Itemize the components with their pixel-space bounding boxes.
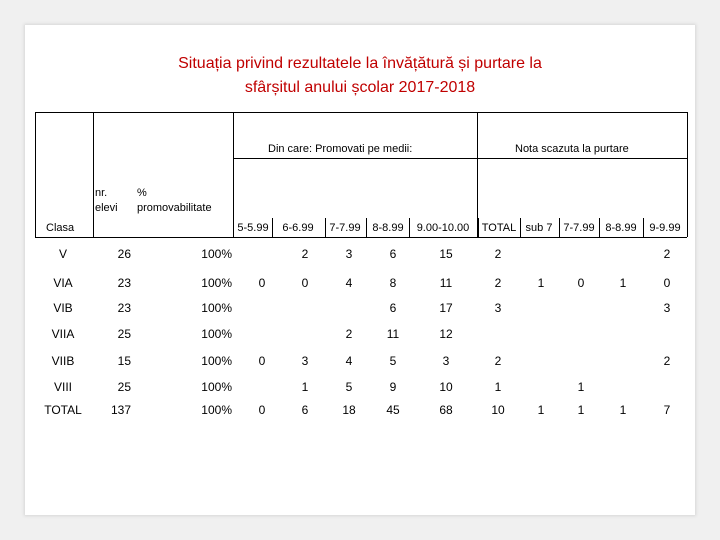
table-cell: 5 (345, 380, 353, 394)
row-promovabilitate: 100% (201, 380, 232, 394)
table-cell: 2 (494, 247, 502, 261)
table-cell: 3 (494, 301, 502, 315)
table-cell: 2 (345, 327, 353, 341)
table-cell: 3 (663, 301, 671, 315)
table-cell: 10 (491, 403, 505, 417)
table-cell: 0 (258, 276, 266, 290)
row-promovabilitate: 100% (201, 354, 232, 368)
table-cell: 1 (301, 380, 309, 394)
table-cell: 1 (577, 403, 585, 417)
table-cell: 0 (577, 276, 585, 290)
row-nr-elevi: 23 (117, 301, 131, 315)
table-cell: 2 (663, 354, 671, 368)
header-col-4: 8-8.99 (372, 222, 404, 234)
table-cell: 6 (389, 247, 397, 261)
header-bottom-border (35, 237, 687, 238)
row-promovabilitate: 100% (201, 327, 232, 341)
row-nr-elevi: 25 (117, 380, 131, 394)
row-nr-elevi: 23 (117, 276, 131, 290)
table-cell: 2 (494, 354, 502, 368)
row-clasa: VIIA (51, 327, 75, 341)
row-promovabilitate: 100% (201, 403, 232, 417)
table-cell: 4 (345, 276, 353, 290)
row-promovabilitate: 100% (201, 301, 232, 315)
table-cell: 15 (439, 247, 453, 261)
header-clasa: Clasa (46, 222, 75, 234)
header-promovabilitate-line1: % (137, 187, 147, 199)
header-col-7: sub 7 (525, 222, 553, 234)
table-cell: 1 (619, 276, 627, 290)
table-cell: 6 (301, 403, 309, 417)
table-cell: 2 (663, 247, 671, 261)
table-cell: 1 (537, 403, 545, 417)
table-cell: 3 (442, 354, 450, 368)
header-col-9: 8-8.99 (605, 222, 637, 234)
table-cell: 1 (619, 403, 627, 417)
table-cell: 11 (439, 276, 453, 290)
table-cell: 45 (386, 403, 400, 417)
table-cell: 9 (389, 380, 397, 394)
table-cell: 11 (386, 327, 400, 341)
table-cell: 17 (439, 301, 453, 315)
row-clasa: V (58, 247, 67, 261)
row-nr-elevi: 15 (117, 354, 131, 368)
border-right (687, 112, 688, 237)
header-col-2: 6-6.99 (282, 222, 314, 234)
row-clasa: VIIB (51, 354, 75, 368)
table-cell: 1 (494, 380, 502, 394)
table-cell: 12 (439, 327, 453, 341)
border-left-clasa (35, 112, 36, 237)
table-cell: 10 (439, 380, 453, 394)
subheader-border (233, 158, 687, 159)
table-cell: 18 (342, 403, 356, 417)
border-nr-elevi (93, 112, 94, 237)
header-promovabilitate-line2: promovabilitate (137, 202, 212, 214)
row-clasa: VIB (53, 301, 73, 315)
header-nr-elevi-line1: nr. (95, 187, 108, 199)
row-nr-elevi: 25 (117, 327, 131, 341)
table-cell: 0 (663, 276, 671, 290)
header-col-5: 9.00-10.00 (416, 222, 470, 234)
table-cell: 2 (301, 247, 309, 261)
header-col-3: 7-7.99 (329, 222, 361, 234)
row-promovabilitate: 100% (201, 276, 232, 290)
header-promovati-pe-medii: Din care: Promovati pe medii: (268, 143, 413, 155)
table-cell: 2 (494, 276, 502, 290)
table-cell: 1 (537, 276, 545, 290)
table-cell: 0 (301, 276, 309, 290)
table-cell: 68 (439, 403, 453, 417)
row-promovabilitate: 100% (201, 247, 232, 261)
table-cell: 5 (389, 354, 397, 368)
table-cell: 0 (258, 354, 266, 368)
row-nr-elevi: 26 (117, 247, 131, 261)
table-cell: 3 (345, 247, 353, 261)
border-promovabilitate (233, 112, 234, 237)
header-col-6: TOTAL (481, 222, 517, 234)
table-cell: 3 (301, 354, 309, 368)
table-cell: 1 (577, 380, 585, 394)
header-nr-elevi-line2: elevi (95, 202, 118, 214)
row-clasa: TOTAL (44, 403, 82, 417)
row-clasa: VIA (53, 276, 73, 290)
table-cell: 7 (663, 403, 671, 417)
row-clasa: VIII (53, 380, 72, 394)
header-col-8: 7-7.99 (563, 222, 595, 234)
table-top-border (35, 112, 687, 113)
table-cell: 8 (389, 276, 397, 290)
page-title (0, 52, 720, 100)
title-line-1: Situația privind rezultatele la învățătură și purtare la (178, 55, 542, 72)
header-col-10: 9-9.99 (649, 222, 681, 234)
row-nr-elevi: 137 (110, 403, 131, 417)
header-nota-scazuta-purtare: Nota scazuta la purtare (515, 143, 629, 155)
header-col-1: 5-5.99 (237, 222, 269, 234)
table-cell: 6 (389, 301, 397, 315)
title-line-2: sfârșitul anului școlar 2017-2018 (244, 79, 476, 96)
table-cell: 0 (258, 403, 266, 417)
table-cell: 4 (345, 354, 353, 368)
